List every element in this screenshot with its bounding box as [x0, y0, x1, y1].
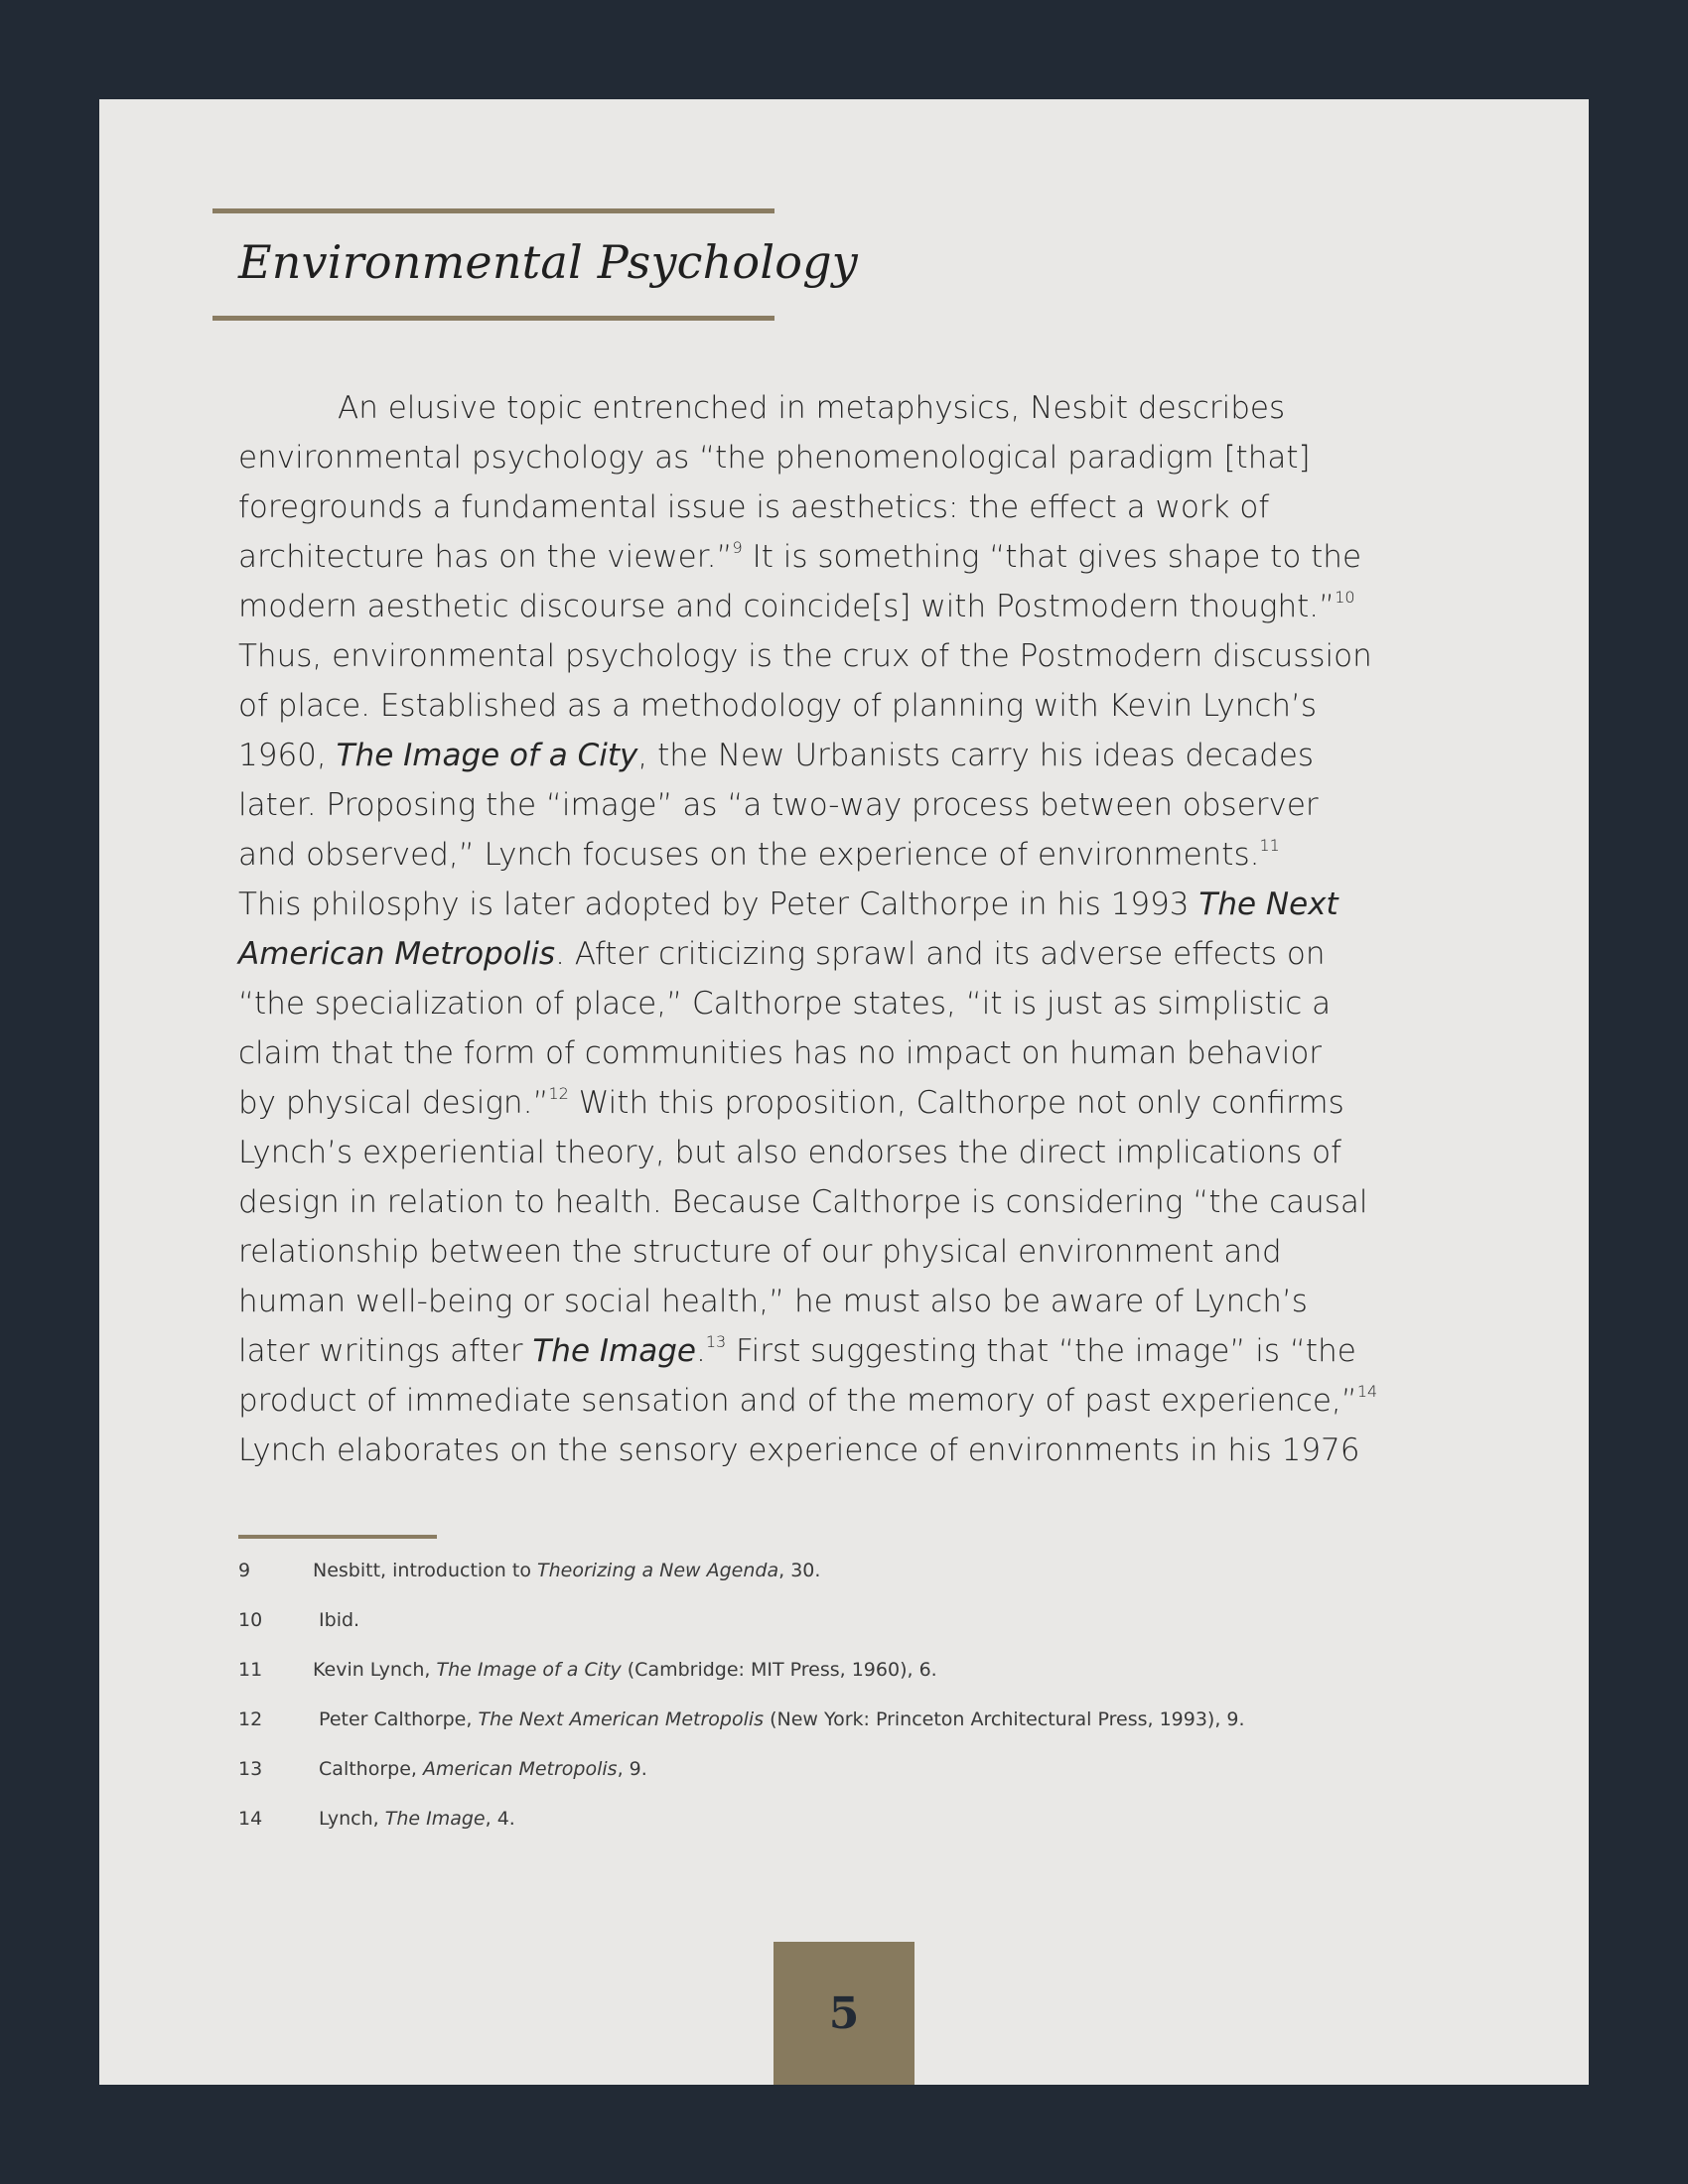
body-line: [238, 1277, 1460, 1326]
footnote-separator: [238, 1535, 437, 1539]
body-line: [238, 731, 1460, 780]
italic-title-text: The Image of a City: [436, 1659, 622, 1681]
italic-title-text: American Metropolis: [423, 1758, 618, 1780]
body-line: [238, 582, 1460, 631]
text-run: Thus, environmental psychology is the crux of the Postmodern discussion: [238, 638, 1372, 674]
text-run: Peter Calthorpe,: [313, 1708, 479, 1730]
text-run: It is something “that gives shape to the: [742, 539, 1362, 575]
italic-title-text: The Image of a City: [336, 738, 638, 773]
italic-title-text: Theorizing a New Agenda: [537, 1560, 779, 1581]
text-run: , 9.: [617, 1758, 647, 1780]
body-line: [238, 383, 1460, 433]
text-run: .: [695, 1333, 706, 1369]
heading-bottom-rule: [212, 316, 774, 321]
text-run: Ibid.: [313, 1609, 360, 1631]
text-run: “the specialization of place,” Calthorpe states, “it is just as simplistic a: [238, 986, 1332, 1022]
italic-title-text: The Image: [384, 1808, 486, 1830]
body-line: [238, 1028, 1460, 1078]
text-run: . After criticizing sprawl and its adverse effects on: [555, 936, 1326, 972]
body-line: [238, 880, 1460, 929]
body-line: [238, 1078, 1460, 1128]
footnote-marker[interactable]: 10: [1335, 587, 1355, 607]
text-run: Calthorpe,: [313, 1758, 423, 1780]
footnote-item: [238, 1805, 1245, 1854]
footnote-item: [238, 1557, 1245, 1606]
footnote-marker[interactable]: 11: [1259, 835, 1280, 855]
text-run: human well-being or social health,” he must also be aware of Lynch’s: [238, 1284, 1308, 1319]
text-run: , 4.: [485, 1808, 515, 1830]
page-number: 5: [828, 1987, 860, 2039]
text-run: Lynch,: [313, 1808, 385, 1830]
body-line: [238, 1227, 1460, 1277]
footnote-item: [238, 1706, 1245, 1755]
text-run: later writings after: [238, 1333, 533, 1369]
text-run: claim that the form of communities has no impact on human behavior: [238, 1035, 1323, 1071]
footnote-marker[interactable]: 9: [732, 537, 743, 557]
heading-top-rule: [212, 208, 774, 213]
text-run: design in relation to health. Because Calthorpe is considering “the causal: [238, 1184, 1368, 1220]
footnote-item: [238, 1656, 1245, 1706]
text-run: With this proposition, Calthorpe not only confirms: [568, 1085, 1344, 1121]
footnote-item: [238, 1606, 1245, 1656]
body-line: [238, 780, 1460, 830]
text-run: environmental psychology as “the phenomenological paradigm [that]: [238, 440, 1311, 476]
footnote-marker[interactable]: 14: [1356, 1381, 1378, 1401]
text-run: (Cambridge: MIT Press, 1960), 6.: [621, 1659, 937, 1681]
section-heading: Environmental Psychology: [238, 235, 858, 289]
page-number-badge: [774, 1942, 914, 2085]
text-run: An elusive topic entrenched in metaphysics, Nesbit describes: [338, 390, 1286, 426]
body-line: [238, 681, 1460, 731]
text-run: modern aesthetic discourse and coincide[s] with Postmodern thought.”: [238, 589, 1336, 624]
text-run: First suggesting that “the image” is “the: [726, 1333, 1356, 1369]
text-run: Nesbitt, introduction to: [313, 1560, 538, 1581]
body-line: [238, 1177, 1460, 1227]
footnote-number: 10: [238, 1609, 263, 1631]
italic-title-text: The Image: [532, 1333, 696, 1369]
body-text: [238, 383, 1460, 1475]
text-run: , 30.: [778, 1560, 821, 1581]
text-run: Lynch elaborates on the sensory experience of environments in his 1976: [238, 1433, 1360, 1468]
footnote-marker[interactable]: 12: [548, 1083, 569, 1103]
footnote-number: 11: [238, 1659, 263, 1681]
body-line: [238, 929, 1460, 979]
text-run: foregrounds a fundamental issue is aesthetics: the effect a work of: [238, 489, 1270, 525]
text-run: and observed,” Lynch focuses on the experience of environments.: [238, 837, 1260, 873]
footnotes: [238, 1557, 1245, 1854]
body-line: [238, 979, 1460, 1028]
body-line: [238, 830, 1460, 880]
body-line: [238, 1326, 1460, 1376]
text-run: relationship between the structure of our physical environment and: [238, 1234, 1282, 1270]
italic-title-text: The Next: [1198, 887, 1338, 922]
italic-title-text: The Next American Metropolis: [478, 1708, 765, 1730]
text-run: Kevin Lynch,: [313, 1659, 437, 1681]
text-run: Lynch’s experiential theory, but also endorses the direct implications of: [238, 1135, 1342, 1170]
body-line: [238, 532, 1460, 582]
footnote-number: 13: [238, 1758, 263, 1780]
body-line: [238, 482, 1460, 532]
footnote-marker[interactable]: 13: [705, 1331, 727, 1351]
body-line: [238, 631, 1460, 681]
text-run: later. Proposing the “image” as “a two-way process between observer: [238, 787, 1319, 823]
text-run: architecture has on the viewer.”: [238, 539, 733, 575]
italic-title-text: American Metropolis: [238, 936, 556, 972]
footnote-item: [238, 1755, 1245, 1805]
text-run: product of immediate sensation and of the memory of past experience,”: [238, 1383, 1357, 1419]
body-line: [238, 1376, 1460, 1426]
body-line: [238, 433, 1460, 482]
footnote-number: 12: [238, 1708, 263, 1730]
document-page: [99, 99, 1589, 2085]
text-run: 1960,: [238, 738, 337, 773]
body-line: [238, 1426, 1460, 1475]
text-run: of place. Established as a methodology of planning with Kevin Lynch’s: [238, 688, 1318, 724]
footnote-number: 14: [238, 1808, 263, 1830]
text-run: by physical design.”: [238, 1085, 549, 1121]
text-run: (New York: Princeton Architectural Press, 1993), 9.: [764, 1708, 1245, 1730]
text-run: This philosphy is later adopted by Peter Calthorpe in his 1993: [238, 887, 1199, 922]
body-line: [238, 1128, 1460, 1177]
text-run: , the New Urbanists carry his ideas decades: [637, 738, 1315, 773]
footnote-number: 9: [238, 1560, 251, 1581]
